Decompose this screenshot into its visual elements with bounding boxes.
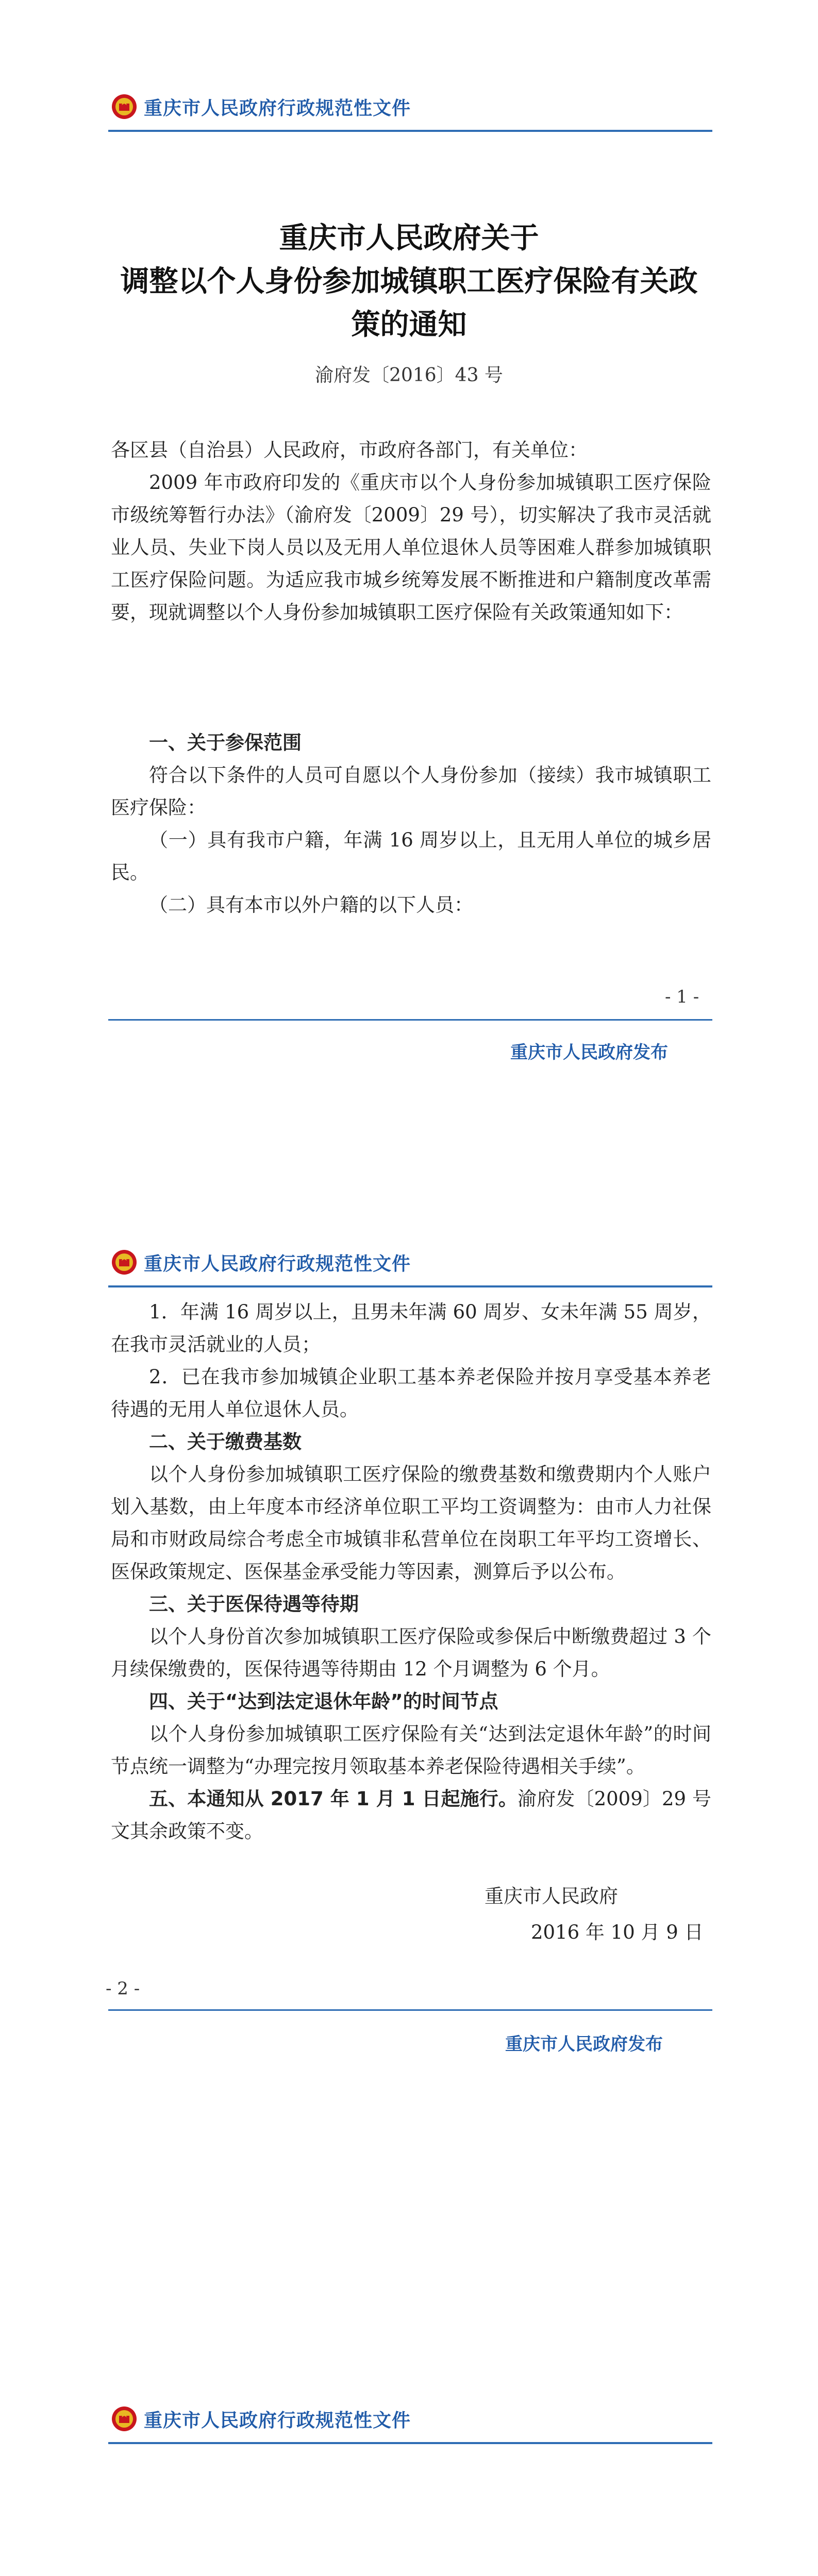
- section-5-heading: 五、本通知从 2017 年 1 月 1 日起施行。: [149, 1788, 518, 1810]
- header-title: 重庆市人民政府行政规范性文件: [144, 2410, 411, 2431]
- sub-item-2: 2．已在我市参加城镇企业职工基本养老保险并按月享受基本养老待遇的无用人单位退休人员。: [111, 1366, 711, 1420]
- page-number: - 1 -: [665, 987, 699, 1007]
- footer-publisher: 重庆市人民政府发布: [510, 1042, 668, 1063]
- footer-rule: [108, 1019, 712, 1021]
- section-1-heading: 一、关于参保范围: [149, 732, 302, 754]
- sub-item-1: 1．年满 16 周岁以上，且男未年满 60 周岁、女未年满 55 周岁，在我市灵活就业的人员；: [111, 1301, 711, 1355]
- salutation: 各区县（自治县）人民政府，市政府各部门，有关单位：: [111, 439, 588, 461]
- section-5-text: 渝府发〔2009〕29 号文其余政策不变。: [111, 1788, 711, 1842]
- title-line-1: 重庆市人民政府关于: [279, 221, 539, 255]
- national-emblem-icon: [111, 1249, 138, 1276]
- header-title: 重庆市人民政府行政规范性文件: [144, 1253, 411, 1275]
- page-1: [0, 0, 818, 1123]
- section-4-heading: 四、关于“达到法定退休年龄”的时间节点: [149, 1690, 498, 1713]
- page-header: [111, 89, 411, 125]
- intro-paragraph: 2009 年市政府印发的《重庆市以个人身份参加城镇职工医疗保险市级统筹暂行办法》（渝府发〔2009〕29 号），切实解决了我市灵活就业人员、失业下岗人员以及无用人单位退休人员等困难人群参加城镇职工医疗保险问题。为适应我市城乡统筹发展不断推进和户籍制度改革需要，现就调整以个人身份参加城镇职工医疗保险有关政策通知如下：: [111, 471, 711, 623]
- section-3-text: 以个人身份首次参加城镇职工医疗保险或参保后中断缴费超过 3 个月续保缴费的，医保待遇等待期由 12 个月调整为 6 个月。: [111, 1625, 711, 1680]
- header-rule: [108, 130, 712, 132]
- section-2-text: 以个人身份参加城镇职工医疗保险的缴费基数和缴费期内个人账户划入基数，由上年度本市经济单位职工平均工资调整为：由市人力社保局和市财政局综合考虑全市城镇非私营单位在岗职工年平均工资增长、医保政策规定、医保基金承受能力等因素，测算后予以公布。: [111, 1463, 711, 1583]
- national-emblem-icon: [111, 93, 138, 120]
- header-title: 重庆市人民政府行政规范性文件: [144, 97, 411, 119]
- title-line-2: 调整以个人身份参加城镇职工医疗保险有关政: [120, 264, 698, 298]
- section-5: [111, 1783, 711, 1848]
- section-3-heading: 三、关于医保待遇等待期: [149, 1593, 359, 1615]
- header-rule: [108, 2442, 712, 2444]
- national-emblem-icon: [111, 2405, 138, 2432]
- footer-rule: [108, 2009, 712, 2011]
- title-line-3: 策的通知: [351, 308, 467, 342]
- page-2: [0, 1159, 818, 2267]
- footer-publisher: 重庆市人民政府发布: [505, 2034, 663, 2055]
- document-title: [103, 216, 715, 346]
- header-rule: [108, 1285, 712, 1287]
- page-number: - 2 -: [106, 1978, 140, 1999]
- document-number: 渝府发〔2016〕43 号: [315, 365, 503, 386]
- item-1: （一）具有我市户籍，年满 16 周岁以上，且无用人单位的城乡居民。: [111, 829, 711, 884]
- item-2: （二）具有本市以外户籍的以下人员：: [149, 894, 473, 916]
- section-2-heading: 二、关于缴费基数: [149, 1431, 302, 1453]
- signature-date: 2016 年 10 月 9 日: [531, 1921, 704, 1943]
- section-1-text: 符合以下条件的人员可自愿以个人身份参加（接续）我市城镇职工医疗保险：: [111, 764, 711, 819]
- page-header: [111, 2401, 411, 2437]
- page-3: [0, 2318, 818, 2576]
- signature: 重庆市人民政府: [485, 1885, 618, 1907]
- page-header: [111, 1244, 411, 1280]
- section-4-text: 以个人身份参加城镇职工医疗保险有关“达到法定退休年龄”的时间节点统一调整为“办理完按月领取基本养老保险待遇相关手续”。: [111, 1723, 711, 1777]
